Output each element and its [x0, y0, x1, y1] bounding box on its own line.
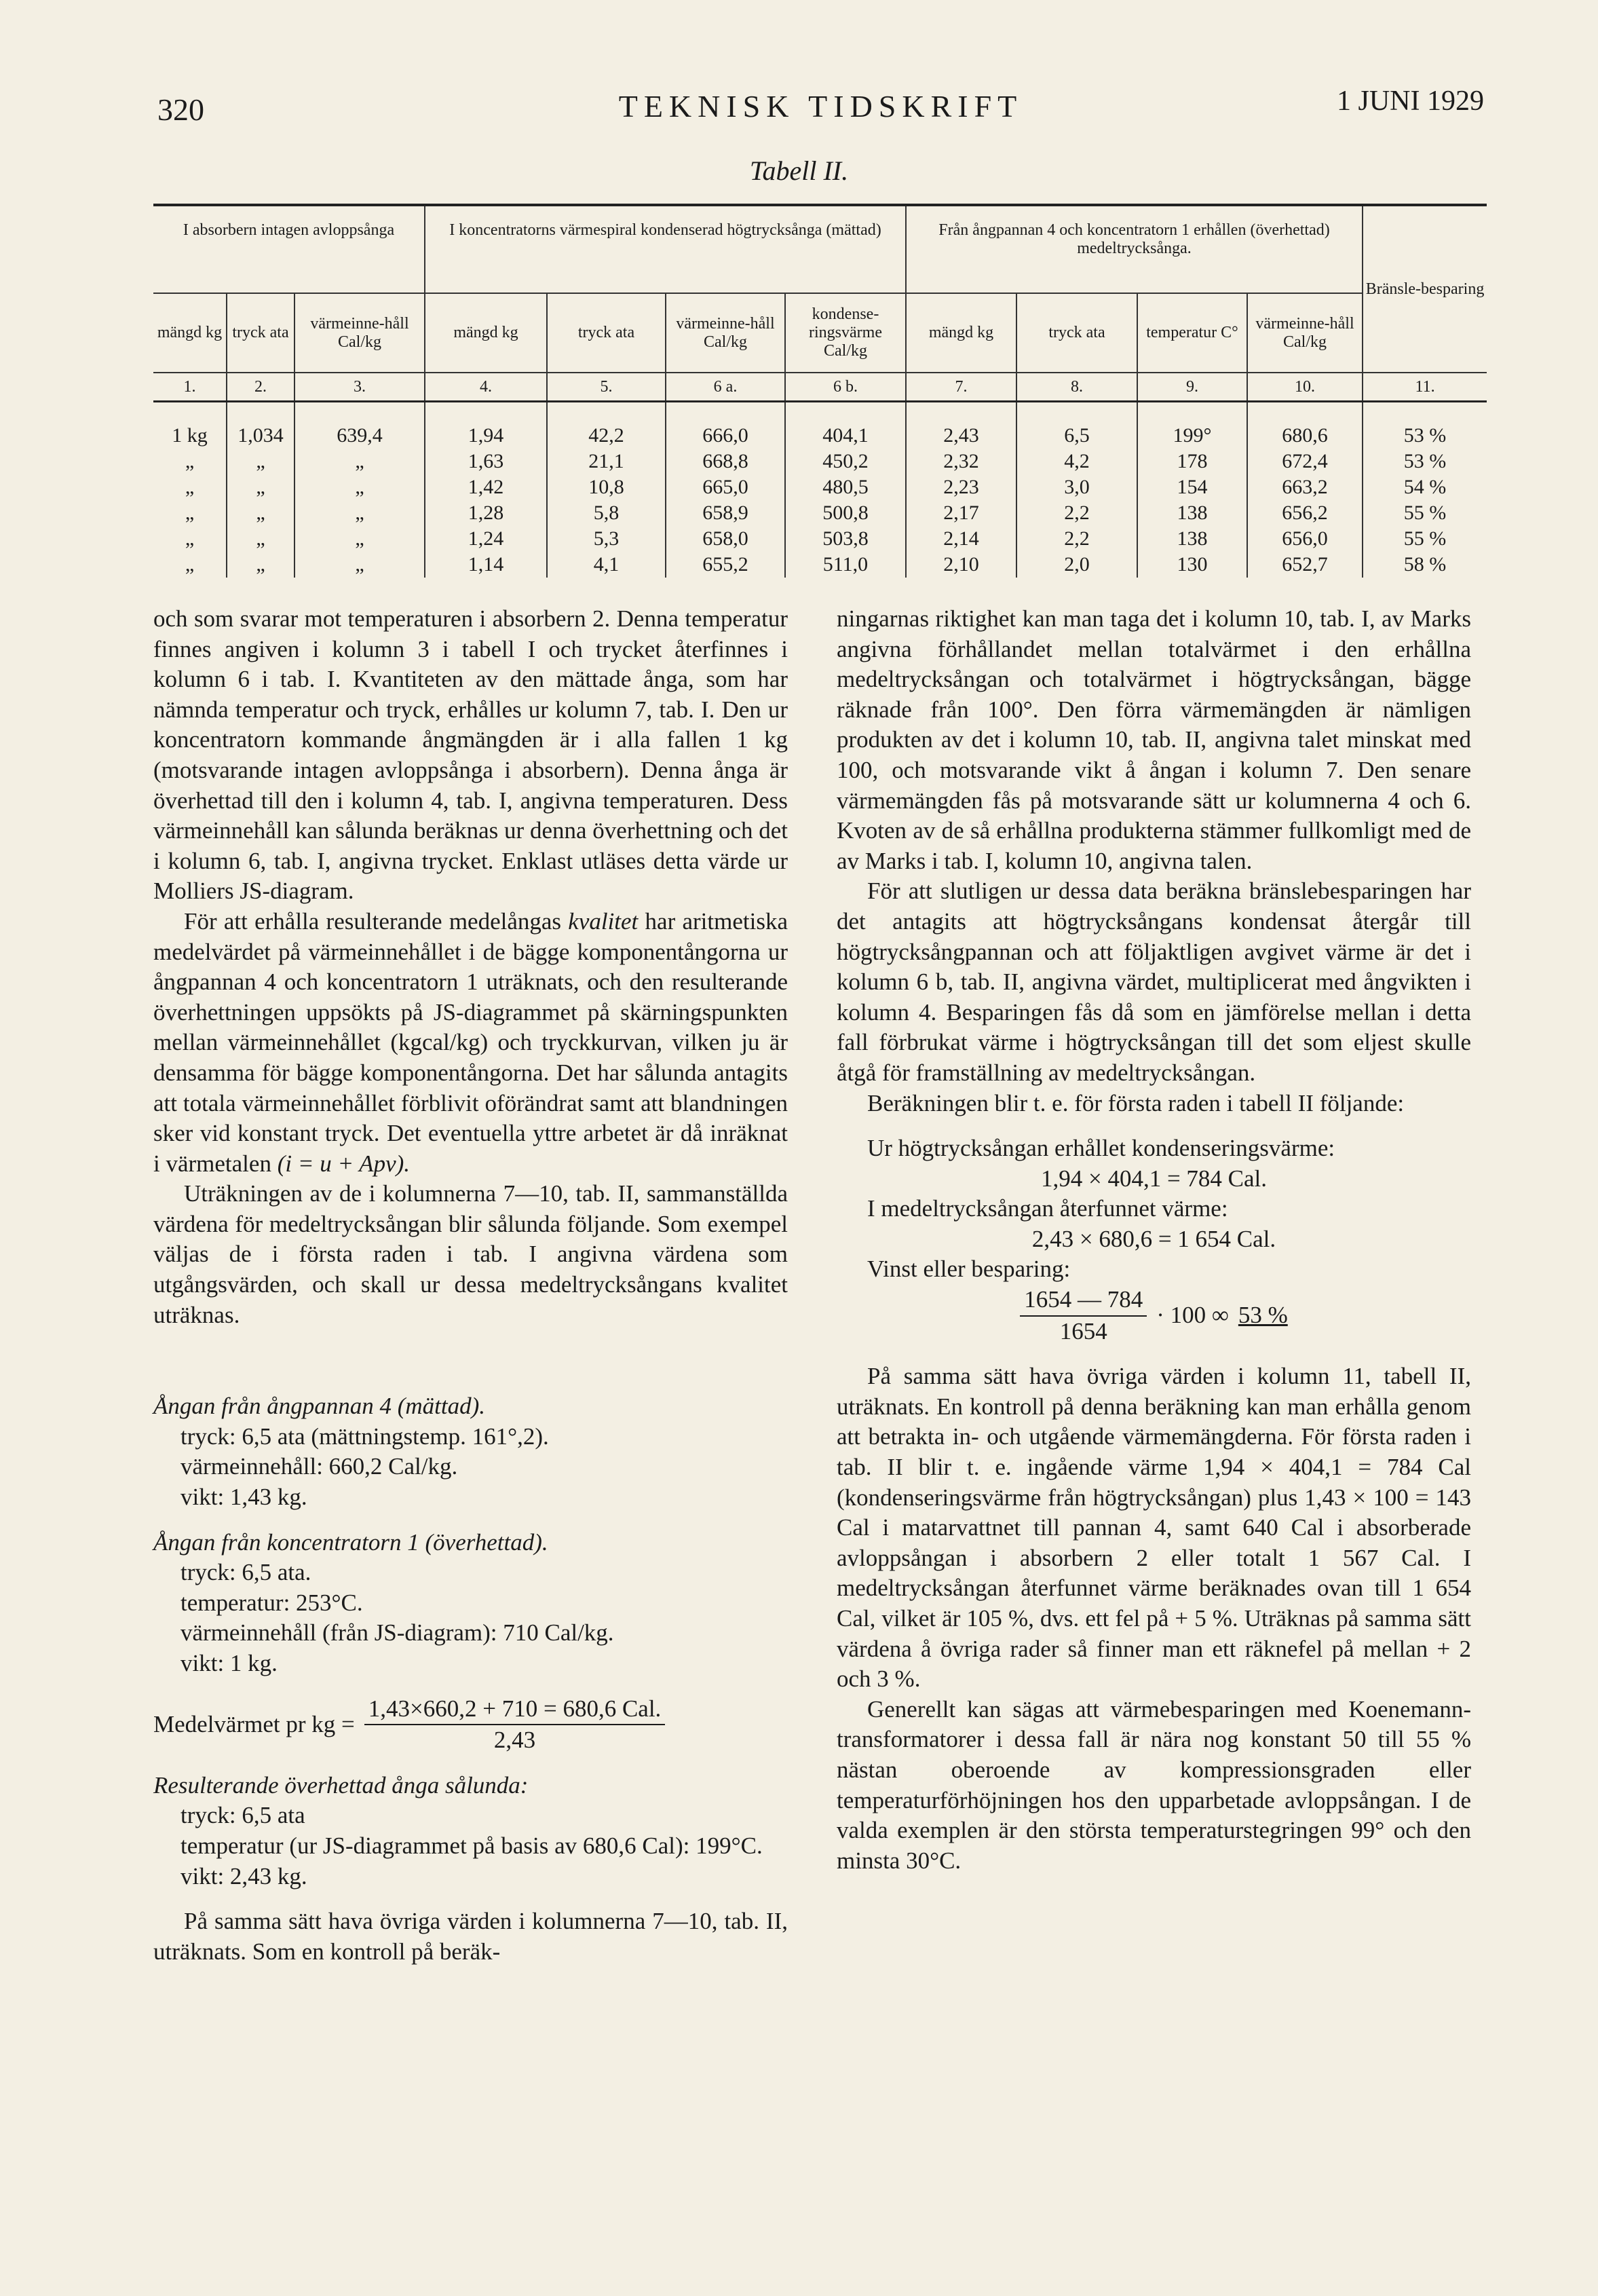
table-cell: 58 % — [1363, 552, 1487, 578]
calc-line: Vinst eller besparing: — [867, 1256, 1071, 1283]
spec-line: temperatur: 253°C. — [180, 1589, 363, 1616]
paragraph: och som svarar mot temperaturen i absorbern 2. Denna temperatur finnes angiven i kolumn 3 i tabell I och trycket återfinnes i kolumn 6 i tab. I. Kvantiteten av den mättade ånga, som har nämnda temperatur och tryck, erhålles ur kolumn 7, tab. I. Den ur koncentratorn kommande ångmängden är i alla fallen 1 kg (motsvarande intagen avloppsånga i absorbern). Denna ånga är överhettad till den i kolumn 4, tab. I, angivna temperaturen. Dess värmeinnehåll kan sålunda beräknas ur denna överhettning och det i kolumn 6, tab. I, angivna trycket. Enklast utläses detta värde ur Molliers JS-diagram. — [153, 605, 788, 905]
table-cell: 21,1 — [547, 449, 666, 474]
calc-line: Ur högtrycksångan erhållet kondenseringsvärme: — [867, 1135, 1335, 1162]
spec-line: tryck: 6,5 ata. — [180, 1559, 311, 1586]
table-cell: 3,0 — [1016, 474, 1137, 500]
paragraph: På samma sätt hava övriga värden i kolumnerna 7—10, tab. II, uträknats. Som en kontroll på beräk- — [153, 1908, 788, 1965]
italic-term: kvalitet — [568, 907, 639, 935]
table-cell: 1 kg — [172, 424, 208, 447]
table-cell: 6,5 — [1016, 402, 1137, 449]
column-header: värmeinne-håll Cal/kg — [666, 293, 785, 373]
table-cell: 2,43 — [906, 402, 1016, 449]
column-number: 3. — [294, 373, 425, 402]
column-header: tryck ata — [1016, 293, 1137, 373]
column-number: 5. — [547, 373, 666, 402]
page-number: 320 — [157, 92, 204, 127]
spec-line: temperatur (ur JS-diagrammet på basis av 680,6 Cal): 199°C. — [180, 1832, 763, 1859]
paragraph — [153, 907, 788, 1179]
table-cell: 42,2 — [547, 402, 666, 449]
text-run: För att erhålla resulterande medelångas — [184, 907, 569, 935]
table-cell: „ — [185, 553, 195, 576]
table-cell: 639,4 — [294, 402, 425, 449]
column-header: värmeinne-håll Cal/kg — [294, 293, 425, 373]
group-header-fuel-saving: Bränsle-besparing — [1363, 205, 1487, 373]
table-cell: 503,8 — [785, 526, 906, 552]
table-cell: 10,8 — [547, 474, 666, 500]
table-cell: 1,14 — [425, 552, 547, 578]
section-heading: Ångan från ångpannan 4 (mättad). — [153, 1393, 486, 1420]
table-cell: 680,6 — [1247, 402, 1363, 449]
right-column — [837, 604, 1471, 1876]
table-cell: 656,2 — [1247, 500, 1363, 526]
calc-line: I medeltrycksångan återfunnet värme: — [867, 1195, 1228, 1222]
column-header: temperatur C° — [1137, 293, 1247, 373]
column-header: mängd kg — [157, 324, 223, 341]
table-row — [153, 449, 1487, 474]
column-header: mängd kg — [425, 293, 547, 373]
table-cell: „ — [294, 474, 425, 500]
section-heading: Ångan från koncentratorn 1 (överhettad). — [153, 1528, 548, 1556]
section-heading: Resulterande överhettad ånga sålunda: — [153, 1771, 529, 1799]
numerator-expr: 1,43×660,2 + 710 — [368, 1695, 538, 1722]
table-cell: „ — [185, 527, 195, 550]
table-row — [153, 552, 1487, 578]
spec-line: vikt: 2,43 kg. — [180, 1862, 307, 1889]
column-number: 2. — [227, 373, 294, 402]
table-cell: 655,2 — [666, 552, 785, 578]
spec-line: tryck: 6,5 ata (mättningstemp. 161°,2). — [180, 1423, 549, 1450]
table-cell: 672,4 — [1247, 449, 1363, 474]
table-cell: 656,0 — [1247, 526, 1363, 552]
text-run: har aritmetiska medelvärdet på värmeinnehållet i de bägge komponentångorna ur ångpannan 4 och koncentratorn 1 uträknats, och den resulterande överhettningen uppsökts på JS-diagrammet på skärningspunkten mellan värmeinnehållet (kgcal/kg) och tryckkurvan, vilken ju är densamma för bägge komponentångorna. Det har sålunda antagits att totala värmeinnehållet förblivit oförändrat samt att blandningen sker vid konstant tryck. Det eventuella yttre arbetet är då inräknat i värmetalen — [153, 907, 788, 1177]
left-column — [153, 604, 788, 1967]
paragraph: Uträkningen av de i kolumnerna 7—10, tab. II, sammanställda värdena för medeltrycksångan blir sålunda följande. Som exempel väljas de i första raden i tab. I angivna värdena som utgångsvärden, och skall ur dessa medeltrycksångans kvalitet uträknas. — [153, 1180, 788, 1328]
group-header-concentrator: I koncentratorns värmespiral kondenserad högtrycksånga (mättad) — [425, 205, 906, 293]
column-header: mängd kg — [906, 293, 1016, 373]
table-cell: 2,2 — [1016, 526, 1137, 552]
group-header-medium-steam: Från ångpannan 4 och koncentratorn 1 erhållen (överhettad) medeltrycksånga. — [906, 205, 1363, 293]
fraction — [364, 1694, 666, 1756]
table-cell: 5,8 — [547, 500, 666, 526]
table-cell: 2,0 — [1016, 552, 1137, 578]
table-cell: 138 — [1137, 526, 1247, 552]
table-cell: 658,0 — [666, 526, 785, 552]
table-cell: 1,63 — [425, 449, 547, 474]
table-cell: 480,5 — [785, 474, 906, 500]
formula-label: Medelvärmet pr kg = — [153, 1710, 355, 1737]
table-cell: 658,9 — [666, 500, 785, 526]
table-cell: 500,8 — [785, 500, 906, 526]
table-row — [153, 526, 1487, 552]
table-cell: 666,0 — [666, 402, 785, 449]
table-cell: 53 % — [1363, 449, 1487, 474]
spec-line: vikt: 1 kg. — [180, 1650, 278, 1676]
column-header: värmeinne-håll Cal/kg — [1247, 293, 1363, 373]
table-cell: 4,2 — [1016, 449, 1137, 474]
spec-line: vikt: 1,43 kg. — [180, 1484, 307, 1511]
data-table — [153, 204, 1487, 578]
table-cell: 55 % — [1363, 500, 1487, 526]
column-number: 1. — [153, 373, 227, 402]
fraction — [1020, 1285, 1147, 1347]
table-cell: 1,28 — [425, 500, 547, 526]
issue-date: 1 JUNI 1929 — [1337, 86, 1484, 117]
table-cell: „ — [294, 552, 425, 578]
column-number: 7. — [906, 373, 1016, 402]
saving-formula — [837, 1285, 1471, 1347]
fraction-numerator — [364, 1694, 666, 1726]
fraction-numerator: 1654 — 784 — [1020, 1285, 1147, 1317]
formula-result: 53 % — [1238, 1302, 1288, 1329]
table-cell: 154 — [1137, 474, 1247, 500]
table-container — [153, 204, 1487, 578]
column-header: kondense-ringsvärme Cal/kg — [785, 293, 906, 373]
table-cell: „ — [227, 526, 294, 552]
table-cell: „ — [294, 500, 425, 526]
table-cell: 668,8 — [666, 449, 785, 474]
formula-result: = 680,6 Cal. — [543, 1695, 662, 1722]
table-cell: 652,7 — [1247, 552, 1363, 578]
table-cell: 2,17 — [906, 500, 1016, 526]
column-number: 4. — [425, 373, 547, 402]
table-cell: 2,14 — [906, 526, 1016, 552]
table-cell: „ — [227, 474, 294, 500]
table-cell: 1,24 — [425, 526, 547, 552]
table-cell: „ — [227, 552, 294, 578]
paragraph: Beräkningen blir t. e. för första raden i tabell II följande: — [867, 1089, 1405, 1116]
paragraph: Generellt kan sägas att värmebesparingen med Koenemann-transformatorer i dessa fall är nära nog konstant 50 till 55 % nästan oberoende av kompressionsgraden eller temperaturförhöjningen hos den upparbetade avloppsångan. I de valda exemplen är den största temperaturstegringen 99° och den minsta 30°C. — [837, 1695, 1471, 1874]
column-header: tryck ata — [227, 293, 294, 373]
table-cell: „ — [185, 502, 195, 524]
table-cell: 178 — [1137, 449, 1247, 474]
table-row — [153, 500, 1487, 526]
table-cell: 1,94 — [425, 402, 547, 449]
column-number: 6 b. — [785, 373, 906, 402]
fraction-denominator: 1654 — [1059, 1317, 1107, 1344]
table-caption: Tabell II. — [749, 155, 849, 186]
page-header — [157, 81, 1484, 136]
table-cell: 511,0 — [785, 552, 906, 578]
table-cell: 2,2 — [1016, 500, 1137, 526]
table-cell: 2,10 — [906, 552, 1016, 578]
table-cell: 54 % — [1363, 474, 1487, 500]
table-cell: 663,2 — [1247, 474, 1363, 500]
column-number: 11. — [1363, 373, 1487, 402]
table-cell: „ — [185, 476, 195, 498]
table-cell: „ — [185, 450, 195, 472]
inline-formula: (i = u + Apv). — [277, 1150, 411, 1177]
journal-title: TEKNISK TIDSKRIFT — [618, 89, 1023, 124]
table-cell: 404,1 — [785, 402, 906, 449]
table-cell: „ — [227, 449, 294, 474]
paragraph: För att slutligen ur dessa data beräkna bränslebesparingen har det antagits att högtrycksångans kondensat återgår till högtrycksångpannan och att följaktligen avgivet värme är det i kolumn 6 b, tab. II, angivna värdet, multiplicerat med ångvikten i kolumn 4. Besparingen fås då som en jämförelse mellan i detta fall förbrukat värme i högtrycksångan till det som eljest skulle åtgå för framställning av medeltrycksångan. — [837, 878, 1471, 1086]
table-cell: 53 % — [1363, 402, 1487, 449]
column-header: tryck ata — [547, 293, 666, 373]
table-cell: 2,23 — [906, 474, 1016, 500]
table-row — [153, 402, 1487, 449]
column-number: 8. — [1016, 373, 1137, 402]
spec-line: tryck: 6,5 ata — [180, 1802, 305, 1829]
table-cell: „ — [294, 449, 425, 474]
mean-heat-formula — [153, 1694, 788, 1756]
column-number: 6 a. — [666, 373, 785, 402]
formula-multiplier: · 100 ∞ — [1156, 1302, 1229, 1329]
paragraph: På samma sätt hava övriga värden i kolumn 11, tabell II, uträknats. En kontroll på denna beräkning kan man erhålla genom att betrakta in- och utgående värmemängderna. För första raden i tab. II blir t. e. ingående värme 1,94 × 404,1 = 784 Cal (kondenseringsvärme från högtrycksångan) plus 1,43 × 100 = 143 Cal i matarvattnet till pannan 4, samt 640 Cal i absorberade avloppsångan i absorbern 2 eller totalt 1 567 Cal. I medeltrycksångan återfunnet värme beräknades ovan till 1 654 Cal, vilket är 105 %, dvs. ett fel på + 5 %. Uträknas på samma sätt värdena å övriga rader så finner man ett räknefel på mellan + 2 och 3 %. — [837, 1363, 1471, 1693]
spec-line: värmeinnehåll (från JS-diagram): 710 Cal/kg. — [180, 1619, 614, 1646]
table-cell: „ — [227, 500, 294, 526]
fraction-denominator: 2,43 — [493, 1727, 536, 1754]
table-cell: 1,034 — [227, 402, 294, 449]
paragraph: ningarnas riktighet kan man taga det i kolumn 10, tab. I, av Marks angivna förhållandet mellan totalvärmet i den erhållna medeltrycksångan och totalvärmet i högtrycksångan, bägge räknade från 100°. Den förra värmemängden är nämligen produkten av det i kolumn 10, tab. II, angivna talet minskat med 100, och motsvarande vikt å ångan i kolumn 7. Den senare värmemängden fås på motsvarande sätt ur kolumnerna 4 och 6. Kvoten av de så erhållna produkterna stämmer fullkomligt med de av Marks i tab. I, kolumn 10, angivna talen. — [837, 605, 1471, 874]
table-cell: 199° — [1137, 402, 1247, 449]
group-header-absorber: I absorbern intagen avloppsånga — [153, 205, 425, 293]
table-cell: 130 — [1137, 552, 1247, 578]
calc-formula: 1,94 × 404,1 = 784 Cal. — [1040, 1165, 1268, 1192]
table-cell: 4,1 — [547, 552, 666, 578]
table-cell: 138 — [1137, 500, 1247, 526]
table-cell: 55 % — [1363, 526, 1487, 552]
table-cell: 1,42 — [425, 474, 547, 500]
table-cell: „ — [294, 526, 425, 552]
table-cell: 5,3 — [547, 526, 666, 552]
table-cell: 665,0 — [666, 474, 785, 500]
column-number: 9. — [1137, 373, 1247, 402]
table-cell: 2,32 — [906, 449, 1016, 474]
table-cell: 450,2 — [785, 449, 906, 474]
calc-formula: 2,43 × 680,6 = 1 654 Cal. — [1031, 1225, 1276, 1252]
table-row — [153, 474, 1487, 500]
column-number: 10. — [1247, 373, 1363, 402]
spec-line: värmeinnehåll: 660,2 Cal/kg. — [180, 1453, 458, 1480]
